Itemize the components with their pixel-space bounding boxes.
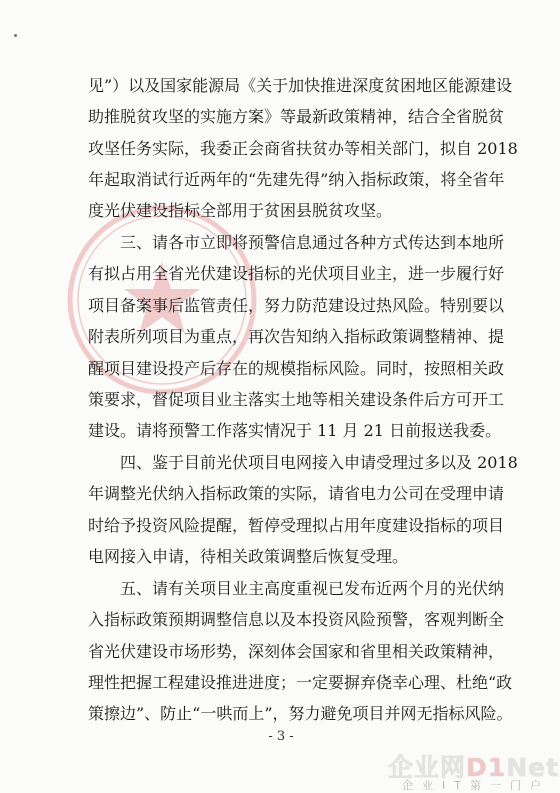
text-line: 策要求，督促项目业主落实土地等相关建设条件后方可开工 [88, 390, 505, 409]
watermark-prefix: 企业网 [388, 753, 467, 782]
text-line: 附表所列项目为重点，再次告知纳入指标政策调整精神、提 [88, 327, 505, 346]
site-watermark [388, 748, 558, 790]
text-line: 入指标政策预期调整信息以及本投资风险预警，客观判断全 [88, 610, 505, 629]
text-line: 电网接入申请，待相关政策调整后恢复受理。 [88, 547, 409, 566]
page-number: - 3 - [268, 729, 294, 744]
paragraph-five-start: 五、请有关项目业主高度重视已发布近两个月的光伏纳 [120, 579, 505, 598]
watermark-one: 1 [487, 753, 507, 782]
paragraph-three-start: 三、请各市立即将预警信息通过各种方式传达到本地所 [120, 233, 505, 252]
text-line: 助推脱贫攻坚的实施方案》等最新政策精神，结合全省脱贫 [88, 107, 505, 126]
text-line: 建设。请将预警工作落实情况于 11 月 21 日前报送我委。 [88, 421, 502, 440]
watermark-tagline: 企业IT第一门户 [402, 779, 550, 792]
watermark-d: D [466, 753, 488, 782]
watermark-suffix: Net [506, 753, 560, 782]
scan-speck [14, 34, 17, 37]
text-line: 理性把握工程建设推进进度；一定要摒弃侥幸心理、杜绝“政 [88, 673, 513, 692]
paragraph-four-start: 四、鉴于目前光伏项目电网接入申请受理过多以及 2018 [120, 453, 518, 472]
text-line: 策擦边”、防止“一哄而上”，努力避免项目并网无指标风险。 [88, 704, 513, 723]
text-line: 年起取消试行近两年的“先建先得”纳入指标政策，将全省年 [88, 170, 505, 189]
text-line: 见”）以及国家能源局《关于加快推进深度贫困地区能源建设 [88, 76, 513, 95]
text-line: 年调整光伏纳入指标政策的实际，请省电力公司在受理申请 [88, 484, 505, 503]
text-line: 度光伏建设指标全部用于贫困县脱贫攻坚。 [88, 201, 393, 220]
text-line: 攻坚任务实际，我委正会商省扶贫办等相关部门，拟自 2018 [88, 139, 518, 158]
text-line: 时给予投资风险提醒，暂停受理拟占用年度建设指标的项目 [88, 516, 505, 535]
text-line: 项目备案事后监管责任，努力防范建设过热风险。特别要以 [88, 296, 505, 315]
text-line: 有拟占用全省光伏建设指标的光伏项目业主，进一步履行好 [88, 264, 505, 283]
text-line: 醒项目建设投产后存在的规模指标风险。同时，按照相关政 [88, 359, 505, 378]
text-line: 省光伏建设市场形势，深刻体会国家和省里相关政策精神， [88, 642, 505, 661]
